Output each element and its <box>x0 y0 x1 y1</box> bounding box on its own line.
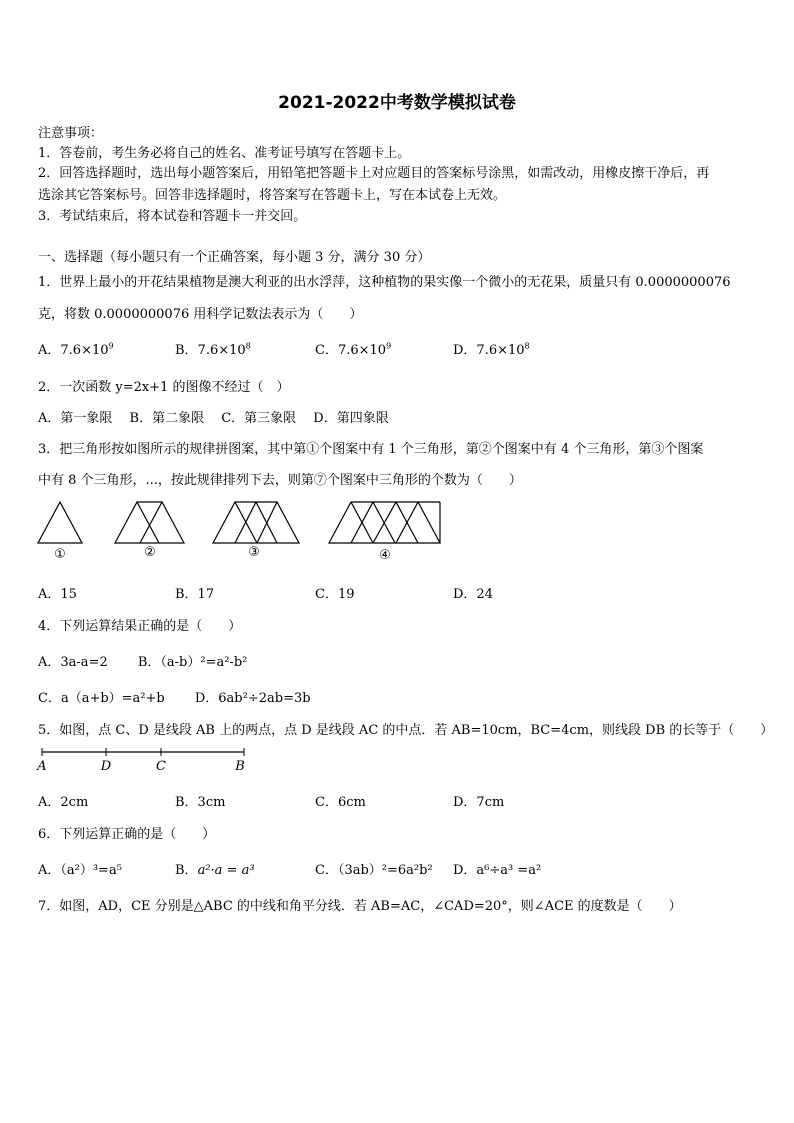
q5-option-c: C．6cm <box>315 795 366 810</box>
q1-option-b: B．$7.6\times 10^8$ <box>175 341 251 358</box>
pattern-3 <box>213 502 299 543</box>
q1-option-d: D．$7.6\times 10^8$ <box>453 341 530 358</box>
q4-stem: 4．下列运算结果正确的是（ ） <box>38 619 242 634</box>
q3-option-d: D．24 <box>453 587 493 602</box>
q6-option-c: C．（3ab）²=6a²b² <box>315 863 433 878</box>
q1-option-a: A．$7.6\times 10^9$ <box>38 341 114 358</box>
q5-option-b: B．3cm <box>175 795 226 810</box>
q3-option-a: A．15 <box>38 587 77 602</box>
notice-item-2a: 2．回答选择题时，选出每小题答案后，用铅笔把答题卡上对应题目的答案标号涂黑，如需改动，用橡皮擦干净后，再 <box>38 166 710 181</box>
pattern-label-2: ② <box>144 545 156 560</box>
q6-option-d: D．a⁶÷a³ =a² <box>453 863 542 878</box>
q6-option-a: A．（a²）³=a⁵ <box>38 863 122 878</box>
q2-options: A．第一象限 B．第二象限 C．第三象限 D．第四象限 <box>38 411 389 426</box>
pattern-label-4: ④ <box>379 548 391 563</box>
pattern-1-triangle <box>38 502 82 543</box>
section-heading: 一、选择题（每小题只有一个正确答案，每小题 3 分，满分 30 分） <box>38 250 431 265</box>
notice-item-1: 1．答卷前，考生务必将自己的姓名、准考证号填写在答题卡上。 <box>38 146 411 161</box>
q6-option-b: B．a²·a = a³ <box>175 863 255 878</box>
q3-stem-line2: 中有 8 个三角形，...，按此规律排列下去，则第⑦个图案中三角形的个数为（ ） <box>38 473 522 488</box>
point-label-d: D <box>100 759 112 774</box>
page-title: 2021-2022中考数学模拟试卷 <box>278 93 516 113</box>
point-label-c: C <box>156 759 166 774</box>
q3-stem-line1: 3．把三角形按如图所示的规律拼图案，其中第①个图案中有 1 个三角形，第②个图案中有 4 个三角形，第③个图案 <box>38 442 704 457</box>
q5-stem: 5．如图，点 C、D 是线段 AB 上的两点，点 D 是线段 AC 的中点．若 AB=10cm，BC=4cm，则线段 DB 的长等于（ ） <box>38 723 774 738</box>
pattern-2 <box>115 502 184 543</box>
q2-stem: 2．一次函数 y=2x+1 的图像不经过（ ） <box>38 380 290 395</box>
pattern-4 <box>329 502 440 543</box>
triangle-pattern-figure <box>0 500 794 563</box>
q1-stem-line2: 克，将数 0.0000000076 用科学记数法表示为（ ） <box>38 307 363 322</box>
q6-stem: 6．下列运算正确的是（ ） <box>38 827 216 842</box>
q5-option-a: A．2cm <box>38 795 89 810</box>
q1-stem-line1: 1．世界上最小的开花结果植物是澳大利亚的出水浮萍，这种植物的果实像一个微小的无花果，质量只有 0.0000000076 <box>38 275 731 290</box>
pattern-label-3: ③ <box>248 545 260 560</box>
point-label-a: A <box>37 759 47 774</box>
q4-options-row2: C．a（a+b）=a²+b D．6ab²÷2ab=3b <box>38 691 311 706</box>
notice-item-2b: 选涂其它答案标号。回答非选择题时，将答案写在答题卡上，写在本试卷上无效。 <box>38 188 507 203</box>
q6-option-b-formula: a²·a = a³ <box>197 863 255 878</box>
notice-heading: 注意事项： <box>38 126 104 141</box>
line-segment-figure <box>30 746 290 774</box>
q1-option-c: C．$7.6\times 10^9$ <box>315 341 392 358</box>
q3-option-c: C．19 <box>315 587 355 602</box>
q7-stem: 7．如图，AD，CE 分别是△ABC 的中线和角平分线．若 AB=AC，∠CAD=20°，则∠ACE 的度数是（ ） <box>38 899 682 914</box>
q5-option-d: D．7cm <box>453 795 505 810</box>
q4-options-row1: A．3a-a=2 B．（a-b）²=a²-b² <box>38 655 248 670</box>
notice-item-3: 3．考试结束后，将本试卷和答题卡一并交回。 <box>38 209 307 224</box>
q3-option-b: B．17 <box>175 587 215 602</box>
point-label-b: B <box>235 759 245 774</box>
pattern-label-1: ① <box>54 547 66 562</box>
